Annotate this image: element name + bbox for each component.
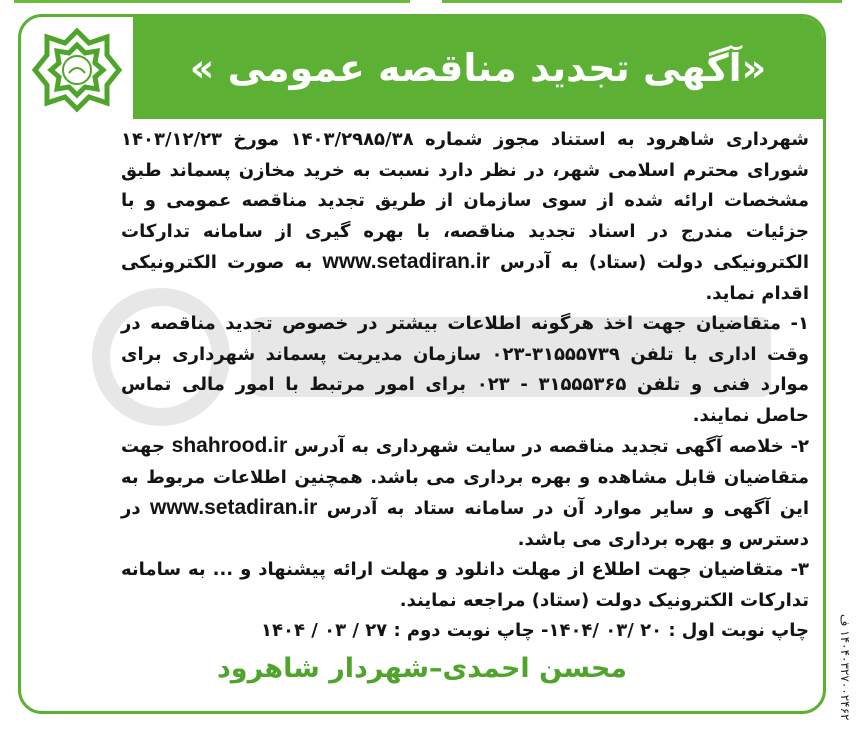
notice-frame	[18, 14, 826, 714]
notice-header	[133, 17, 823, 119]
intro-text: شهرداری شاهرود به استناد مجوز شماره ۱۴۰۳/۲۹۸۵/۳۸ مورخ ۱۴۰۳/۱۲/۲۳ شورای محترم اسلامی شهر، در نظر دارد نسبت به خرید مخازن پسماند طبق مشخصات ارائه شده از سوی سازمان از طریق تجدید مناقصه عمومی و با جزئیات مندرج در اسناد تجدید مناقصه، با بهره گیری از سامانه تدارکات الکترونیکی دولت (ستاد) به آدرس	[121, 129, 809, 273]
print-dates: چاپ نوبت اول : ۲۰ /۰۳ /۱۴۰۴- چاپ نوبت دوم : ۲۷ / ۰۳ / ۱۴۰۴	[261, 620, 809, 641]
municipality-logo	[31, 27, 123, 113]
intro-paragraph	[121, 125, 809, 309]
setad-url-link[interactable]: www.setadiran.ir	[322, 250, 490, 273]
clause-2-text: ۲- خلاصه آگهی تجدید مناقصه در سایت شهرداری به آدرس	[293, 436, 809, 457]
intro-text-end: به صورت الکترونیکی اقدام نماید.	[121, 252, 809, 304]
clause-2-text-mid: جهت متقاضیان قابل مشاهده و بهره برداری می باشد. همچنین اطلاعات مربوط به این آگهی و سایر موارد آن در سامانه ستاد به آدرس	[121, 436, 809, 519]
clause-1: ۱- متقاضیان جهت اخذ هرگونه اطلاعات بیشتر در خصوص تجدید مناقصه در وقت اداری با تلفن ۳۱۵۵۵۷۳۹-۰۲۳ سازمان مدیریت پسماند شهرداری برای موارد فنی و تلفن ۳۱۵۵۵۳۶۵ - ۰۲۳ برای امور مرتبط با امور مالی تماس حاصل نمایند.	[121, 313, 810, 426]
clause-2-text-end: در دسترس و بهره برداری می باشد.	[121, 498, 809, 550]
clause-3: ۳- متقاضیان جهت اطلاع از مهلت دانلود و مهلت ارائه پیشنهاد و ... به سامانه تدارکات الکترونیک دولت (ستاد) مراجعه نمایند.	[121, 559, 809, 611]
side-reference-code: ۱۴۰۴۰۳۲۷۰۰۲۴۶۲ ف	[838, 613, 852, 720]
clause-2	[121, 431, 809, 555]
signature: محسن احمدی–شهردار شاهرود	[216, 653, 628, 684]
top-rule-right	[442, 0, 842, 3]
notice-title: «آگهی تجدید مناقصه عمومی »	[189, 46, 767, 90]
top-rule-left	[14, 0, 410, 3]
notice-body	[121, 125, 809, 647]
setad-url-link-2[interactable]: www.setadiran.ir	[150, 496, 318, 519]
shahrood-url-link[interactable]: shahrood.ir	[171, 434, 288, 457]
